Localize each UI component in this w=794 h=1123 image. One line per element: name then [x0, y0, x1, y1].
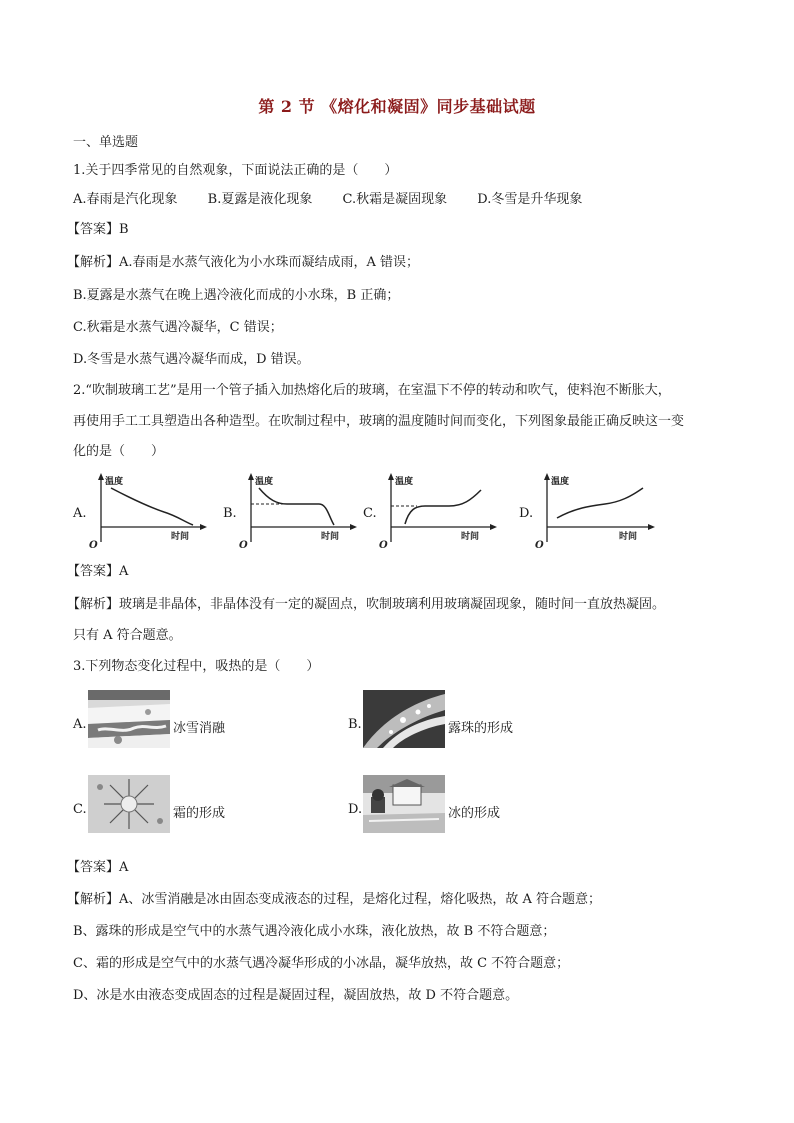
answer-value: B — [119, 222, 129, 237]
q2-analysis-1 — [67, 596, 665, 614]
q2-stem-2: 再使用手工工具塑造出各种造型。在吹制过程中，玻璃的温度随时间而变化，下列图象最能正确反映这一变 — [73, 414, 685, 429]
graph-c-svg — [379, 472, 499, 552]
q1-analysis-4: D.冬雪是水蒸气遇冷凝华而成，D 错误。 — [73, 352, 310, 367]
option-letter: C. — [73, 802, 87, 817]
x-axis-arrow — [648, 524, 655, 530]
ice-photo-icon — [363, 775, 445, 833]
q2-stem-3: 化的是（ ） — [73, 444, 165, 459]
y-axis-arrow — [98, 473, 104, 480]
answer-label: 【答案】 — [67, 860, 120, 875]
q1-options — [73, 191, 608, 209]
graph-d-svg — [535, 472, 659, 552]
q1-analysis-3: C.秋霜是水蒸气遇冷凝华，C 错误； — [73, 320, 283, 335]
graph-letter: D. — [519, 506, 534, 521]
x-label: 时间 — [619, 532, 638, 542]
q3-option-a — [73, 690, 333, 750]
answer-value: A — [119, 860, 129, 875]
q3-analysis-3: C、霜的形成是空气中的水蒸气遇冷凝华形成的小冰晶，凝华放热，故 C 不符合题意； — [73, 956, 570, 971]
section-heading: 一、单选题 — [73, 135, 139, 150]
dew-photo-icon — [363, 690, 445, 748]
q3-option-d — [348, 775, 608, 835]
q2-analysis-2: 只有 A 符合题意。 — [73, 628, 182, 643]
origin-label: O — [239, 540, 248, 551]
curve-plateau — [259, 488, 334, 525]
q3-answer — [67, 859, 128, 877]
answer-label: 【答案】 — [67, 222, 120, 237]
option-letter: A. — [73, 717, 87, 732]
option-letter: D. — [348, 802, 363, 817]
q3-option-b — [348, 690, 608, 750]
curve-rising — [557, 488, 643, 518]
analysis-text: A、冰雪消融是冰由固态变成液态的过程，是熔化过程，熔化吸热，故 A 符合题意； — [119, 892, 602, 907]
q1-option-c: C.秋霜是凝固现象 — [342, 192, 448, 207]
q1-analysis-2: B.夏露是水蒸气在晚上遇冷液化而成的小水珠，B 正确； — [73, 288, 400, 303]
answer-value: A — [119, 564, 129, 579]
option-caption: 冰的形成 — [448, 806, 501, 821]
q3-analysis-2: B、露珠的形成是空气中的水蒸气遇冷液化成小水珠，液化放热，故 B 不符合题意； — [73, 924, 556, 939]
q1-option-a: A.春雨是汽化现象 — [73, 192, 178, 207]
y-axis-arrow — [544, 473, 550, 480]
analysis-label: 【解析】 — [67, 597, 120, 612]
q2-stem-1: 2.“吹制玻璃工艺”是用一个管子插入加热熔化后的玻璃，在室温下不停的转动和吹气，使料泡不断胀大， — [73, 383, 671, 398]
q1-option-b: B.夏露是液化现象 — [207, 192, 313, 207]
curve-rising-plateau — [405, 490, 481, 524]
curve-falling — [111, 488, 193, 525]
option-caption: 冰雪消融 — [173, 721, 226, 736]
graph-letter: A. — [73, 506, 87, 521]
graph-b-svg — [239, 472, 359, 552]
graph-letter: B. — [223, 506, 237, 521]
q3-option-c — [73, 775, 333, 835]
q3-analysis-1 — [67, 891, 601, 909]
analysis-text: 玻璃是非晶体，非晶体没有一定的凝固点，吹制玻璃利用玻璃凝固现象，随时间一直放热凝固。 — [119, 597, 666, 612]
origin-label: O — [379, 540, 388, 551]
y-label: 温度 — [255, 477, 274, 487]
y-axis-arrow — [388, 473, 394, 480]
x-axis-arrow — [350, 524, 357, 530]
graph-a-svg — [89, 472, 209, 552]
y-label: 温度 — [395, 477, 414, 487]
q2-graph-d — [519, 472, 659, 552]
option-letter: B. — [348, 717, 362, 732]
q2-answer — [67, 563, 128, 581]
analysis-label: 【解析】 — [67, 892, 120, 907]
answer-label: 【答案】 — [67, 564, 120, 579]
y-axis-arrow — [248, 473, 254, 480]
q2-graph-c — [363, 472, 503, 552]
q1-stem: 1.关于四季常见的自然观象，下面说法正确的是（ ） — [73, 163, 398, 178]
q2-graph-options — [73, 472, 673, 552]
origin-label: O — [535, 540, 544, 551]
y-label: 温度 — [105, 477, 124, 487]
q3-analysis-4: D、冰是水由液态变成固态的过程是凝固过程，凝固放热，故 D 不符合题意。 — [73, 988, 519, 1003]
q2-graph-a — [73, 472, 213, 552]
x-label: 时间 — [321, 532, 340, 542]
q2-graph-b — [223, 472, 363, 552]
x-label: 时间 — [461, 532, 480, 542]
snow-melting-photo-icon — [88, 690, 170, 748]
x-axis-arrow — [200, 524, 207, 530]
q1-analysis-1 — [67, 254, 419, 272]
analysis-label: 【解析】 — [67, 255, 120, 270]
option-caption: 露珠的形成 — [448, 721, 514, 736]
origin-label: O — [89, 540, 98, 551]
y-label: 温度 — [551, 477, 570, 487]
q1-answer — [67, 221, 129, 239]
q3-stem: 3.下列物态变化过程中，吸热的是（ ） — [73, 659, 320, 674]
x-label: 时间 — [171, 532, 190, 542]
graph-letter: C. — [363, 506, 377, 521]
frost-photo-icon — [88, 775, 170, 833]
page-title: 第 2 节 《熔化和凝固》同步基础试题 — [258, 97, 536, 116]
x-axis-arrow — [490, 524, 497, 530]
option-caption: 霜的形成 — [173, 806, 226, 821]
q1-option-d: D.冬雪是升华现象 — [477, 192, 583, 207]
analysis-text: A.春雨是水蒸气液化为小水珠而凝结成雨，A 错误； — [119, 255, 420, 270]
